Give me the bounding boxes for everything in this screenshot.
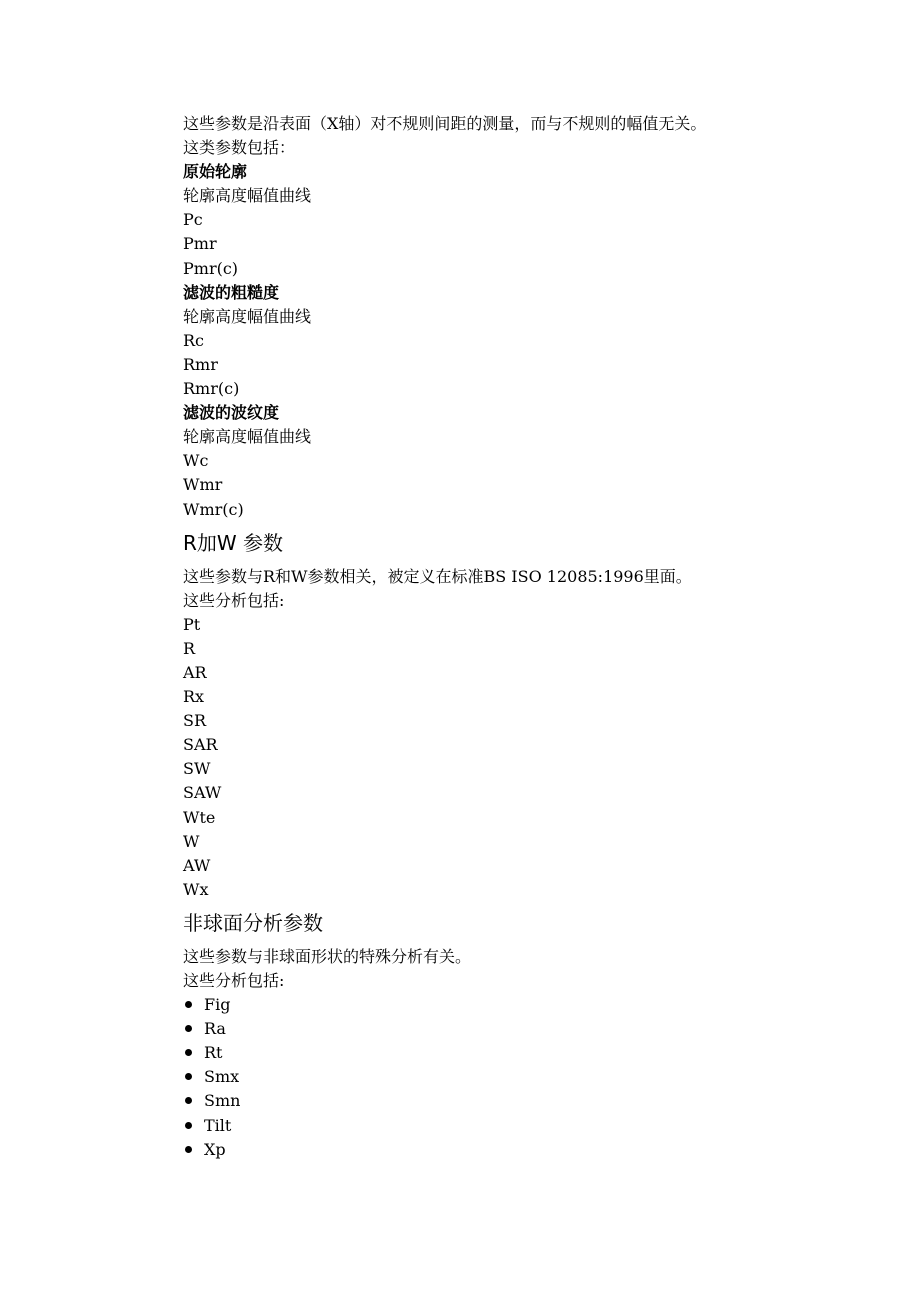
document-page — [183, 112, 863, 1162]
list-item: SW — [183, 759, 211, 779]
list-item — [183, 993, 863, 1017]
aspheric-intro-text: 这些参数与非球面形状的特殊分析有关。 — [183, 946, 472, 966]
list-item: 轮廓高度幅值曲线 — [183, 427, 312, 447]
bullet-icon — [185, 1146, 192, 1153]
list-item: W — [183, 831, 200, 851]
bullet-icon — [185, 1073, 192, 1080]
list-item — [183, 1114, 863, 1138]
group-heading: 滤波的粗糙度 — [183, 282, 280, 302]
list-item: SAW — [183, 783, 222, 803]
list-item: Pt — [183, 614, 201, 634]
list-item: Pmr(c) — [183, 258, 239, 278]
bullet-icon — [185, 1122, 192, 1129]
spacing-includes-text: 这类参数包括： — [183, 138, 296, 158]
group-primary-profile — [183, 160, 863, 280]
list-item: Wmr — [183, 475, 223, 495]
group-filtered-waviness — [183, 401, 863, 521]
list-item: SAR — [183, 735, 218, 755]
list-item: AR — [183, 662, 207, 682]
list-item: AW — [183, 855, 211, 875]
bullet-icon — [185, 1097, 192, 1104]
list-item: Wmr(c) — [183, 499, 244, 519]
rw-section-title: R加W 参数 — [183, 530, 284, 555]
aspheric-section-title: 非球面分析参数 — [183, 910, 323, 935]
list-item: SR — [183, 711, 207, 731]
list-item — [183, 1041, 863, 1065]
list-item-label: Smx — [204, 1067, 240, 1087]
group-heading: 原始轮廓 — [183, 162, 248, 182]
list-item-label: Tilt — [204, 1115, 232, 1135]
list-item: 轮廓高度幅值曲线 — [183, 306, 312, 326]
list-item: Rc — [183, 330, 205, 350]
list-item-label: Ra — [204, 1019, 226, 1039]
bullet-icon — [185, 1025, 192, 1032]
rw-parameter-list — [183, 613, 863, 902]
group-filtered-roughness — [183, 281, 863, 401]
bullet-icon — [185, 1001, 192, 1008]
list-item — [183, 1065, 863, 1089]
list-item: R — [183, 638, 196, 658]
rw-includes-text: 这些分析包括: — [183, 590, 285, 610]
list-item: Pc — [183, 210, 203, 230]
rw-intro-text: 这些参数与R和W参数相关，被定义在标准BS ISO 12085:1996里面。 — [183, 566, 692, 586]
list-item: Wc — [183, 451, 209, 471]
list-item: Rx — [183, 687, 205, 707]
list-item — [183, 1138, 863, 1162]
aspheric-includes-text: 这些分析包括: — [183, 971, 285, 990]
list-item — [183, 1089, 863, 1113]
list-item: Wx — [183, 879, 209, 899]
list-item: Rmr — [183, 354, 218, 374]
aspheric-parameter-list — [183, 993, 863, 1162]
list-item-label: Smn — [204, 1091, 241, 1111]
list-item: Pmr — [183, 234, 217, 254]
list-item: 轮廓高度幅值曲线 — [183, 186, 312, 206]
bullet-icon — [185, 1049, 192, 1056]
spacing-intro-text: 这些参数是沿表面（X轴）对不规则间距的测量，而与不规则的幅值无关。 — [183, 114, 707, 133]
list-item: Rmr(c) — [183, 379, 240, 399]
list-item: Wte — [183, 807, 216, 827]
list-item-label: Xp — [204, 1139, 226, 1159]
list-item-label: Fig — [204, 995, 231, 1015]
group-heading: 滤波的波纹度 — [183, 403, 280, 423]
list-item — [183, 1017, 863, 1041]
list-item-label: Rt — [204, 1043, 223, 1063]
